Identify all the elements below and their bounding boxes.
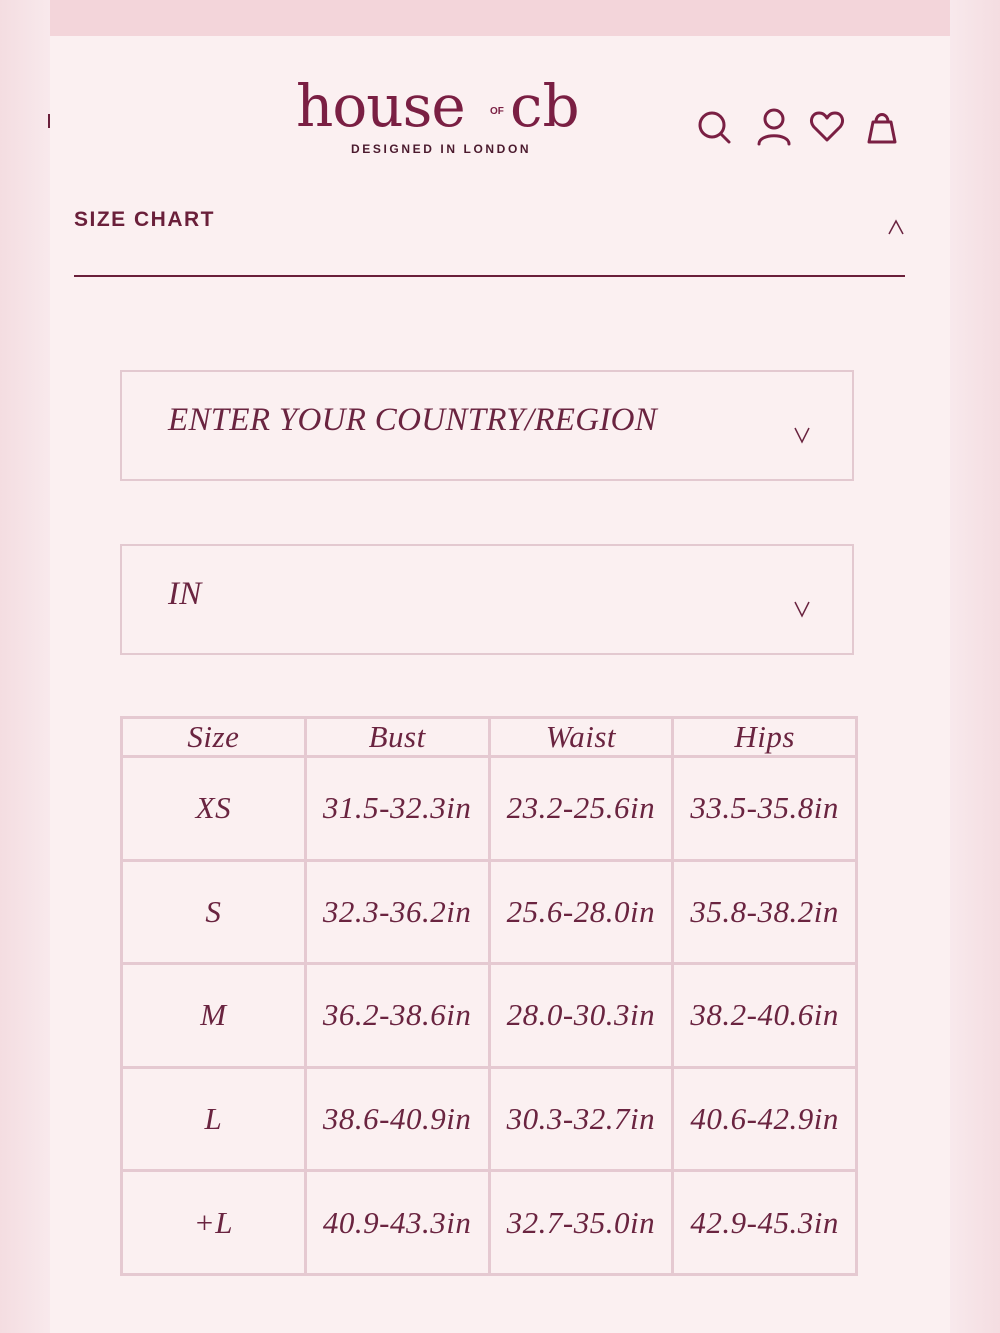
waist-cell: 30.3-32.7in bbox=[489, 1067, 673, 1171]
brand-logo[interactable] bbox=[296, 74, 596, 164]
table-row bbox=[122, 860, 857, 964]
table-row bbox=[122, 964, 857, 1068]
column-header-bust: Bust bbox=[305, 718, 489, 757]
waist-cell: 28.0-30.3in bbox=[489, 964, 673, 1068]
chevron-up-icon[interactable] bbox=[884, 216, 908, 240]
background-left bbox=[0, 0, 50, 1333]
bust-cell: 40.9-43.3in bbox=[305, 1171, 489, 1275]
table-header-row bbox=[122, 718, 857, 757]
table-row bbox=[122, 1067, 857, 1171]
size-table bbox=[120, 716, 858, 1276]
chevron-down-icon bbox=[792, 598, 812, 620]
search-icon[interactable] bbox=[695, 106, 733, 148]
bag-icon[interactable] bbox=[863, 106, 901, 148]
account-icon[interactable] bbox=[755, 106, 793, 148]
country-select-value: ENTER YOUR COUNTRY/REGION bbox=[168, 402, 658, 438]
page-content bbox=[50, 36, 950, 1333]
hips-cell: 40.6-42.9in bbox=[673, 1067, 857, 1171]
hips-cell: 35.8-38.2in bbox=[673, 860, 857, 964]
waist-cell: 25.6-28.0in bbox=[489, 860, 673, 964]
size-cell: M bbox=[122, 964, 306, 1068]
bust-cell: 36.2-38.6in bbox=[305, 964, 489, 1068]
logo-cb: cb bbox=[510, 72, 580, 140]
size-chart-divider bbox=[74, 275, 905, 277]
size-cell: XS bbox=[122, 757, 306, 861]
hips-cell: 33.5-35.8in bbox=[673, 757, 857, 861]
bust-cell: 38.6-40.9in bbox=[305, 1067, 489, 1171]
table-row bbox=[122, 757, 857, 861]
hips-cell: 38.2-40.6in bbox=[673, 964, 857, 1068]
size-cell: +L bbox=[122, 1171, 306, 1275]
hips-cell: 42.9-45.3in bbox=[673, 1171, 857, 1275]
waist-cell: 23.2-25.6in bbox=[489, 757, 673, 861]
column-header-size: Size bbox=[122, 718, 306, 757]
bust-cell: 32.3-36.2in bbox=[305, 860, 489, 964]
wishlist-icon[interactable] bbox=[808, 106, 846, 148]
size-cell: S bbox=[122, 860, 306, 964]
column-header-waist: Waist bbox=[489, 718, 673, 757]
chevron-down-icon bbox=[792, 424, 812, 446]
logo-tagline: DESIGNED IN LONDON bbox=[351, 142, 532, 156]
logo-wordmark: house bbox=[296, 72, 465, 140]
waist-cell: 32.7-35.0in bbox=[489, 1171, 673, 1275]
country-select[interactable] bbox=[120, 370, 854, 481]
size-chart-title[interactable]: SIZE CHART bbox=[74, 208, 215, 231]
header-icons bbox=[695, 106, 905, 148]
top-banner-strip bbox=[50, 0, 950, 36]
unit-select[interactable] bbox=[120, 544, 854, 655]
table-row bbox=[122, 1171, 857, 1275]
unit-select-value: IN bbox=[168, 576, 202, 612]
size-cell: L bbox=[122, 1067, 306, 1171]
column-header-hips: Hips bbox=[673, 718, 857, 757]
logo-of: OF bbox=[490, 106, 504, 117]
background-right bbox=[950, 0, 1000, 1333]
bust-cell: 31.5-32.3in bbox=[305, 757, 489, 861]
